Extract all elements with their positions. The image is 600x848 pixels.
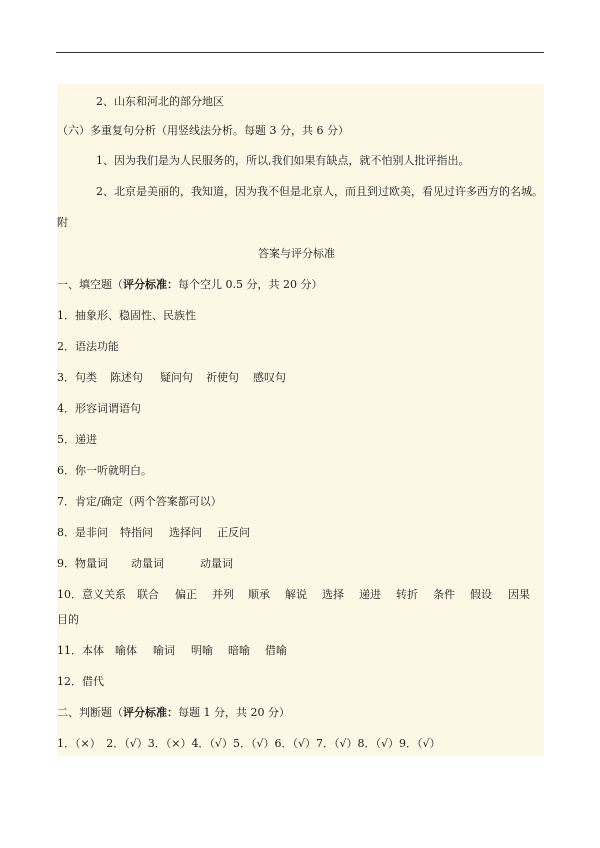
answer-3-term: 疑问句	[160, 371, 193, 384]
section2-header	[57, 706, 290, 720]
answer-11-term: 暗喻	[228, 644, 250, 657]
answer-11-term: 喻体	[115, 644, 137, 657]
answer-10-term: 解说	[285, 588, 307, 601]
answer-10-term: 联合	[137, 588, 159, 601]
answer-10-term: 顺承	[248, 588, 270, 601]
answer-10-term: 转折	[396, 588, 418, 601]
answer-3	[57, 371, 544, 385]
section1-criteria: 每个空儿 0.5 分，共 20 分）	[178, 278, 323, 291]
section2-prefix: 二、判断题（	[57, 706, 123, 719]
answer-11-term: 借喻	[265, 644, 287, 657]
section1-prefix: 一、填空题（	[57, 278, 123, 291]
header-rule	[56, 52, 544, 53]
region-item-2: 2、山东和河北的部分地区	[96, 95, 224, 108]
answer-5: 5．递进	[57, 433, 97, 446]
answer-10-term: 选择	[322, 588, 344, 601]
answer-11-term: 明喻	[191, 644, 213, 657]
answer-10-term: 假设	[470, 588, 492, 601]
answer-10-term: 条件	[433, 588, 455, 601]
appendix-label: 附	[57, 216, 68, 229]
answer-2: 2．语法功能	[57, 340, 119, 353]
answer-10-term: 偏正	[175, 588, 197, 601]
answer-9-term: 动量词	[131, 557, 164, 570]
section2-criteria-label: 评分标准：	[123, 706, 178, 719]
answer-10-term: 因果	[508, 588, 530, 601]
section1-header	[57, 278, 322, 292]
answer-10	[57, 588, 544, 602]
answer-9-term: 9．物量词	[57, 557, 108, 570]
answer-10-term: 并列	[212, 588, 234, 601]
answer-8-term: 正反问	[217, 526, 250, 539]
answer-6: 6．你一听就明白。	[57, 464, 152, 477]
answer-3-term: 陈述句	[110, 371, 143, 384]
answer-9	[57, 557, 544, 571]
answer-11	[57, 644, 544, 658]
answer-11-term: 喻词	[153, 644, 175, 657]
answer-7: 7．肯定/确定（两个答案都可以）	[57, 495, 222, 508]
answer-10-term: 10．意义关系	[57, 588, 126, 601]
section6-title: （六）多重复句分析（用竖线法分析。每题 3 分，共 6 分）	[57, 124, 349, 137]
answer-8	[57, 526, 544, 540]
answer-4: 4．形容词谓语句	[57, 402, 141, 415]
answer-8-term: 8．是非问	[57, 526, 108, 539]
section1-criteria-label: 评分标准：	[123, 278, 178, 291]
section2-criteria: 每题 1 分，共 20 分）	[178, 706, 290, 719]
answers-title: 答案与评分标准	[258, 247, 335, 260]
question-1: 1、因为我们是为人民服务的，所以,我们如果有缺点，就不怕别人批评指出。	[96, 154, 470, 167]
answer-8-term: 特指问	[120, 526, 153, 539]
answer-10-continuation: 目的	[57, 613, 79, 626]
answer-11-term: 11．本体	[57, 644, 104, 657]
answer-12: 12．借代	[57, 675, 104, 688]
judgment-answers: 1．（×） 2．（√）3．（×）4．（√）5．（√）6．（√）7．（√）8．（√）9．（√）	[57, 737, 441, 750]
answer-3-term: 祈使句	[206, 371, 239, 384]
question-2: 2、北京是美丽的，我知道，因为我不但是北京人，而且到过欧美，看见过许多西方的名城。	[96, 185, 543, 198]
answer-3-term: 3．句类	[57, 371, 97, 384]
answer-8-term: 选择问	[169, 526, 202, 539]
answer-3-term: 感叹句	[253, 371, 286, 384]
answer-10-term: 递进	[359, 588, 381, 601]
answer-1: 1．抽象形、稳固性、民族性	[57, 309, 196, 322]
answer-9-term: 动量词	[200, 557, 233, 570]
